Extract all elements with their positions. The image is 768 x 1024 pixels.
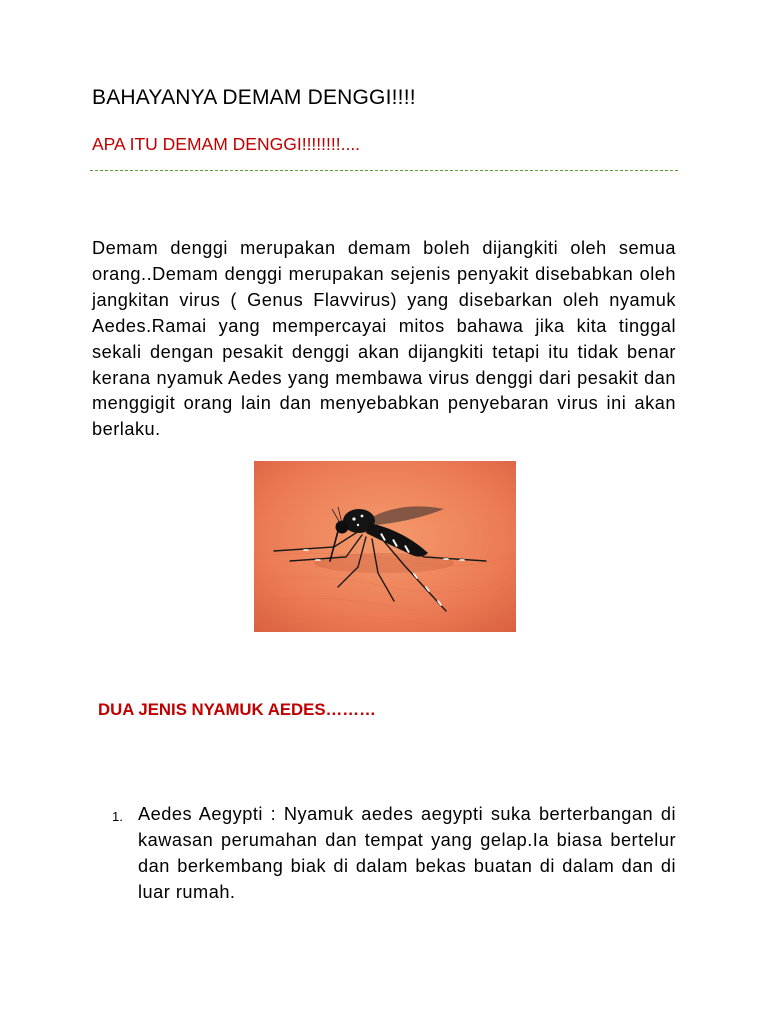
list-item (112, 802, 676, 906)
section-heading: DUA JENIS NYAMUK AEDES……… (98, 700, 376, 719)
list-item-text: Aedes Aegypti : Nyamuk aedes aegypti suka berterbangan di kawasan perumahan dan tempat yang gelap.Ia biasa bertelur dan berkembang biak di dalam bekas buatan di dalam dan di luar rumah. (138, 804, 676, 902)
list-item-number: 1. (112, 809, 123, 824)
page-title: BAHAYANYA DEMAM DENGGI!!!! (92, 86, 416, 109)
intro-paragraph: Demam denggi merupakan demam boleh dijangkiti oleh semua orang..Demam denggi merupakan sejenis penyakit disebabkan oleh jangkitan virus ( Genus Flavvirus) yang disebarkan oleh nyamuk Aedes.Ramai yang mempercayai mitos bahawa jika kita tinggal sekali dengan pesakit denggi akan dijangkiti tetapi itu tidak benar kerana nyamuk Aedes yang membawa virus denggi dari pesakit dan menggigit orang lain dan menyebabkan penyebaran virus ini akan berlaku. (92, 238, 676, 440)
aedes-types-list (112, 802, 676, 906)
page-subtitle: APA ITU DEMAM DENGGI!!!!!!!!.... (92, 134, 361, 154)
mosquito-photo (254, 461, 516, 632)
section-divider (90, 170, 678, 171)
